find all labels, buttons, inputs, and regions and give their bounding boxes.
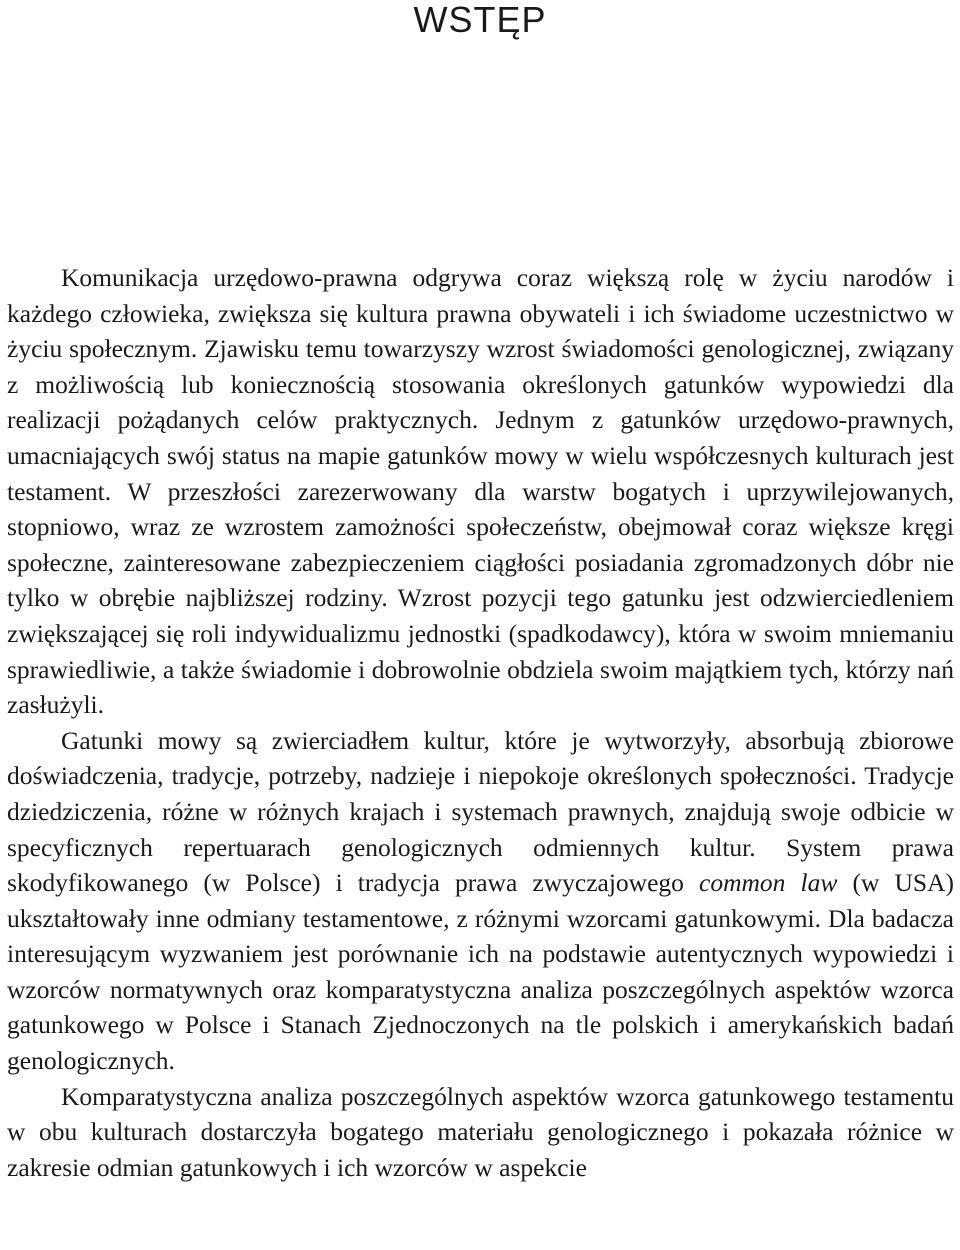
- chapter-heading: WSTĘP: [413, 0, 547, 40]
- paragraph-2-text-b: (w USA) ukształtowały inne odmiany testamentowe, z różnymi wzorcami gatunkowymi. Dla badacza interesującym wyzwaniem jest porównanie ich na podstawie autentycznych wypowiedzi i wzorców normatywnych oraz komparatystyczna analiza poszczególnych aspektów wzorca gatunkowego w Polsce i Stanach Zjednoczonych na tle polskich i amerykańskich badań genologicznych.: [7, 868, 954, 1076]
- body-text: [7, 260, 954, 1185]
- paragraph-3-text: Komparatystyczna analiza poszczególnych aspektów wzorca gatunkowego testamentu w obu kulturach dostarczyła bogatego materiału genologicznego i pokazała różnice w zakresie odmian gatunkowych i ich wzorców w aspekcie: [7, 1081, 954, 1182]
- paragraph-1-text: Komunikacja urzędowo-prawna odgrywa coraz większą rolę w życiu narodów i każdego człowieka, zwiększa się kultura prawna obywateli i ich świadome uczestnictwo w życiu społecznym. Zjawisku temu towarzyszy wzrost świadomości genologicznej, związany z możliwością lub koniecznością stosowania określonych gatunków wypowiedzi dla realizacji pożądanych celów praktycznych. Jednym z gatunków urzędowo-prawnych, umacniających swój status na mapie gatunków mowy w wielu współczesnych kulturach jest testament. W przeszłości zarezerwowany dla warstw bogatych i uprzywilejowanych, stopniowo, wraz ze wzrostem zamożności społeczeństw, obejmował coraz większe kręgi społeczne, zainteresowane zabezpieczeniem ciągłości posiadania zgromadzonych dóbr nie tylko w obrębie najbliższej rodziny. Wzrost pozycji tego gatunku jest odzwierciedleniem zwiększającej się roli indywidualizmu jednostki (spadkodawcy), która w swoim mniemaniu sprawiedliwie, a także świadomie i dobrowolnie obdziela swoim majątkiem tych, którzy nań zasłużyli.: [7, 263, 954, 720]
- paragraph-1: [7, 260, 954, 723]
- paragraph-2: [7, 723, 954, 1079]
- paragraph-3: [7, 1079, 954, 1186]
- paragraph-2-text-a: Gatunki mowy są zwierciadłem kultur, które je wytworzyły, absorbują zbiorowe doświadczenia, tradycje, potrzeby, nadzieje i niepokoje określonych społeczności. Tradycje dziedziczenia, różne w różnych krajach i systemach prawnych, znajdują swoje odbicie w specyficznych repertuarach genologicznych odmiennych kultur. System prawa skodyfikowanego (w Polsce) i tradycja prawa zwyczajowego: [7, 725, 954, 898]
- italic-term-common-law: common law: [699, 868, 838, 898]
